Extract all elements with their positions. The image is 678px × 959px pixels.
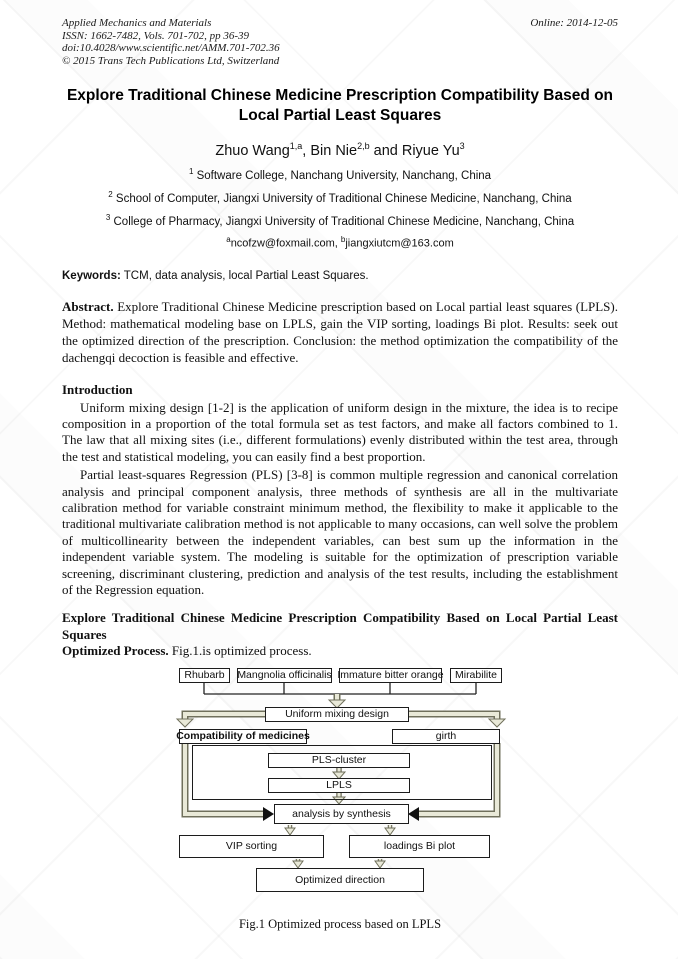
flow-box-magnolia: Mangnolia officinalis (237, 669, 332, 682)
flow-box-lpls: LPLS (268, 778, 410, 793)
optimized-process-line (62, 643, 618, 659)
author-separator-1: , (302, 143, 311, 160)
introduction-paragraph-2: Partial least-squares Regression (PLS) [3-8] is common multiple regression and canonical correlation analysis and principal component analysis, three methods of synthesis are all in the multivariate calibration method for variable constraint minimum method, the flexibility to make it applicable to the traditional multivariate calibration method is not applicable to many occasions, can well solve the problem of multicollinearity between the independent variables, can best sum up the information in the independent variable system. The modeling is suitable for the optimization of prescription variable screening, discriminant clustering, prediction and analysis of the test results, including the establishment of the Regression equation. (62, 467, 618, 597)
abstract (62, 299, 618, 366)
flow-box-loadings-bi-plot: loadings Bi plot (349, 835, 490, 858)
keywords-text: TCM, data analysis, local Partial Least Squares. (120, 270, 369, 283)
paper-title: Explore Traditional Chinese Medicine Prescription Compatibility Based on Local Partial Least Squares (66, 87, 614, 125)
affiliation-2-text: School of Computer, Jiangxi University of Traditional Chinese Medicine, Nanchang, China (112, 192, 572, 205)
affiliation-2-sup: 2 (108, 190, 113, 200)
introduction-heading: Introduction (62, 381, 133, 397)
keywords-line (62, 270, 618, 282)
introduction-paragraph-1: Uniform mixing design [1-2] is the application of uniform design in the mixture, the idea is to recipe composition in a proportion of the total formula set as test factors, and make all factors combined to 1. The law that all mixing sites (i.e., different formulations) evenly distributed within the test area, through the test and statistical modeling, you can easily find a best proportion. (62, 399, 618, 464)
abstract-label: Abstract. (62, 299, 114, 315)
flow-box-vip-sorting: VIP sorting (179, 835, 324, 858)
flow-box-pls-cluster: PLS-cluster (268, 753, 410, 768)
copyright-line: © 2015 Trans Tech Publications Ltd, Switzerland (62, 54, 280, 67)
keywords-label: Keywords: (62, 270, 121, 283)
flow-box-compatibility: Compatibility of medicines (176, 730, 310, 743)
author-2-sup: 2,b (357, 141, 370, 152)
author-separator-2: and (369, 143, 402, 160)
section2-heading: Explore Traditional Chinese Medicine Prescription Compatibility Based on Local Partial Least Squares (62, 610, 618, 642)
affiliation-1-sup: 1 (188, 167, 194, 177)
optimized-process-text: Fig.1.is optimized process. (168, 643, 312, 659)
author-2: Bin Nie (310, 143, 358, 160)
flow-box-bitter-orange: Immature bitter orange (337, 669, 444, 682)
authors-line (62, 141, 618, 159)
affiliation-1 (62, 167, 618, 182)
affiliation-3 (62, 213, 618, 228)
email-a: ncofzw@foxmail.com (230, 237, 335, 250)
email-b: jiangxiutcm@163.com (345, 237, 454, 250)
affiliation-3-sup: 3 (105, 212, 111, 222)
figure-1-flowchart (62, 663, 618, 915)
email-a-sup: a (226, 234, 231, 244)
journal-header-left (62, 17, 280, 67)
flow-box-uniform-mixing-design: Uniform mixing design (265, 707, 409, 722)
abstract-text: Explore Traditional Chinese Medicine prescription based on Local partial least squares (LPLS). Method: mathematical modeling base on LPLS, gain the VIP sorting, loadings Bi plot. Results: seek out the optimized direction of the prescription. Conclusion: the method optimization the compatibility of the dachengqi decoction is feasible and effective. (62, 299, 618, 365)
journal-name: Applied Mechanics and Materials (62, 17, 212, 29)
flow-box-rhubarb: Rhubarb (179, 668, 230, 683)
online-date: Online: 2014-12-05 (530, 17, 618, 29)
flow-box-mirabilite: Mirabilite (450, 668, 502, 683)
doi-line: doi:10.4028/www.scientific.net/AMM.701-702.36 (62, 42, 280, 55)
flow-box-girth: girth (392, 729, 500, 744)
affiliation-1-text: Software College, Nanchang University, Nanchang, China (193, 170, 492, 183)
journal-header (62, 17, 618, 67)
affiliation-2 (62, 190, 618, 205)
optimized-process-label: Optimized Process. (62, 643, 169, 659)
author-emails (62, 235, 618, 250)
affiliation-3-text: College of Pharmacy, Jiangxi University of Traditional Chinese Medicine, Nanchang, China (110, 215, 575, 228)
author-3-sup: 3 (459, 141, 465, 152)
flow-box-analysis-by-synthesis: analysis by synthesis (274, 804, 409, 824)
email-separator: , (334, 237, 341, 250)
figure-1-caption: Fig.1 Optimized process based on LPLS (238, 916, 442, 931)
flow-box-optimized-direction: Optimized direction (256, 868, 424, 892)
issn-line: ISSN: 1662-7482, Vols. 701-702, pp 36-39 (62, 29, 249, 42)
author-3: Riyue Yu (401, 143, 460, 160)
author-1: Zhuo Wang (215, 143, 290, 160)
author-1-sup: 1,a (289, 141, 303, 152)
email-b-sup: b (340, 234, 346, 244)
